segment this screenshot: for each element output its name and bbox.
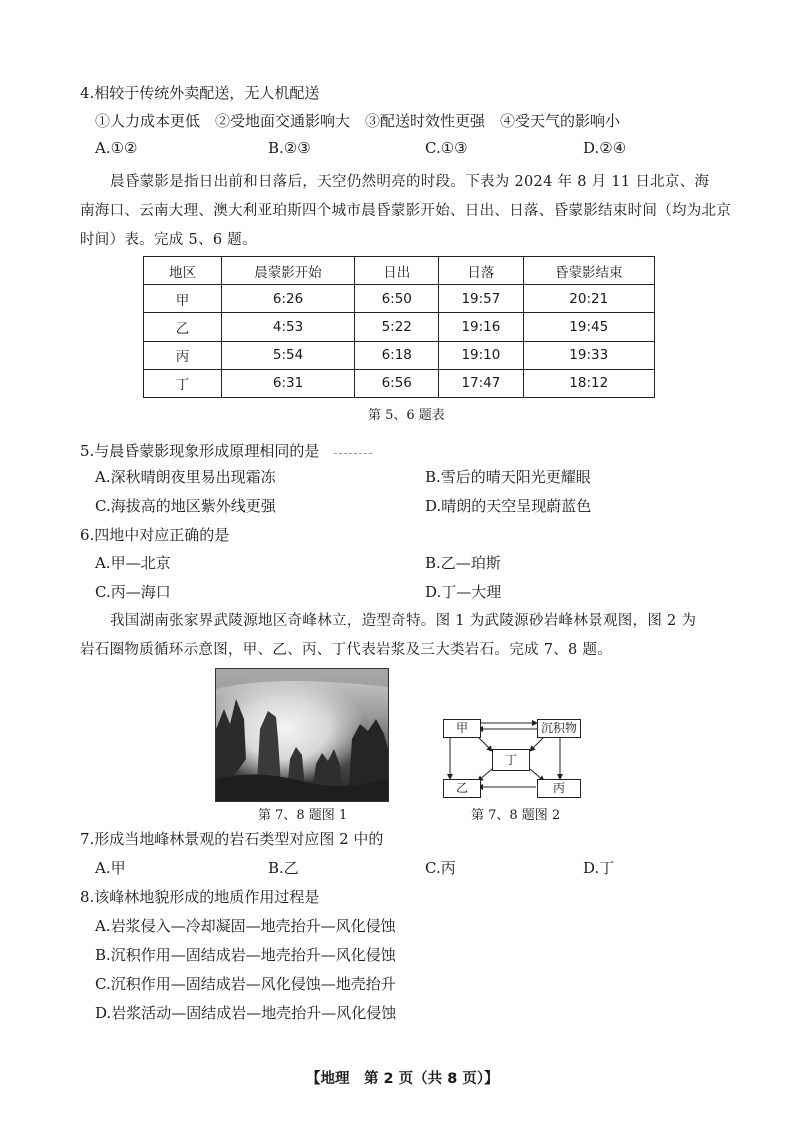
table-cell: 6:56: [355, 369, 439, 397]
table-header-cell: 晨蒙影开始: [221, 257, 354, 285]
answer-blank: [334, 453, 372, 454]
node-bing: 丙: [537, 779, 581, 798]
table-cell: 6:26: [221, 285, 354, 313]
q7-option-d: D.丁: [583, 859, 615, 877]
table-header-row: [144, 257, 655, 285]
table-cell: 17:47: [439, 369, 523, 397]
table-cell: 6:31: [221, 369, 354, 397]
q6-option-b: B.乙—珀斯: [425, 554, 501, 572]
table-cell: 4:53: [221, 313, 354, 341]
q7-option-b: B.乙: [268, 859, 299, 877]
table-cell: 19:33: [523, 341, 654, 369]
q8-option-d: D.岩浆活动—固结成岩—地壳抬升—风化侵蚀: [95, 1004, 397, 1022]
table-cell: 6:50: [355, 285, 439, 313]
figure2-caption: 第 7、8 题图 2: [471, 808, 561, 823]
table-cell: 丙: [144, 341, 222, 369]
table-cell: 5:22: [355, 313, 439, 341]
figure1-caption: 第 7、8 题图 1: [258, 808, 348, 823]
q5-option-a: A.深秋晴朗夜里易出现霜冻: [95, 468, 276, 486]
table-cell: 19:45: [523, 313, 654, 341]
table-cell: 丁: [144, 369, 222, 397]
intro-7-8-line1: 我国湖南张家界武陵源地区奇峰林立，造型奇特。图 1 为武陵源砂岩峰林景观图，图 2 为: [110, 613, 697, 629]
node-jia: 甲: [443, 719, 481, 738]
page-footer: 【地理 第 2 页（共 8 页）】: [306, 1071, 499, 1087]
table-cell: 19:16: [439, 313, 523, 341]
table-cell: 6:18: [355, 341, 439, 369]
q8-option-b: B.沉积作用—固结成岩—地壳抬升—风化侵蚀: [95, 946, 396, 964]
table-row: [144, 341, 655, 369]
table-cell: 20:21: [523, 285, 654, 313]
intro-5-6-line3: 时间）表。完成 5、6 题。: [80, 232, 257, 248]
q4-option-a: A.①②: [95, 139, 138, 157]
q4-statements: ①人力成本更低 ②受地面交通影响大 ③配送时效性更强 ④受天气的影响小: [95, 112, 621, 130]
q5-option-b: B.雪后的晴天阳光更耀眼: [425, 468, 591, 486]
q7-option-c: C.丙: [425, 859, 456, 877]
q5-stem: 5.与晨昏蒙影现象形成原理相同的是: [80, 442, 320, 460]
table-header-cell: 日落: [439, 257, 523, 285]
table-row: [144, 369, 655, 397]
q8-stem: 8.该峰林地貌形成的地质作用过程是: [80, 888, 320, 906]
q8-option-c: C.沉积作用—固结成岩—风化侵蚀—地壳抬升: [95, 975, 396, 993]
table-cell: 18:12: [523, 369, 654, 397]
sandstone-peak-photo: [215, 668, 389, 802]
q5-option-c: C.海拔高的地区紫外线更强: [95, 497, 276, 515]
table-header-cell: 日出: [355, 257, 439, 285]
table-caption: 第 5、6 题表: [368, 408, 445, 423]
q4-option-d: D.②④: [583, 139, 627, 157]
q6-option-d: D.丁—大理: [425, 583, 502, 601]
q6-stem: 6.四地中对应正确的是: [80, 526, 230, 544]
q4-option-b: B.②③: [268, 139, 311, 157]
intro-5-6-line1: 晨昏蒙影是指日出前和日落后，天空仍然明亮的时段。下表为 2024 年 8 月 11 日北京、海: [110, 174, 710, 190]
q5-option-d: D.晴朗的天空呈现蔚蓝色: [425, 497, 592, 515]
table-header-cell: 昏蒙影结束: [523, 257, 654, 285]
q4-stem: 4.相较于传统外卖配送，无人机配送: [80, 84, 320, 102]
q8-option-a: A.岩浆侵入—冷却凝固—地壳抬升—风化侵蚀: [95, 917, 396, 935]
table-row: [144, 285, 655, 313]
table-cell: 甲: [144, 285, 222, 313]
table-cell: 19:10: [439, 341, 523, 369]
node-ding: 丁: [492, 749, 530, 771]
node-sediment: 沉积物: [537, 719, 581, 738]
twilight-table: [143, 256, 655, 398]
table-row: [144, 313, 655, 341]
intro-7-8-line2: 岩石圈物质循环示意图，甲、乙、丙、丁代表岩浆及三大类岩石。完成 7、8 题。: [80, 642, 613, 658]
q7-stem: 7.形成当地峰林景观的岩石类型对应图 2 中的: [80, 830, 384, 848]
q4-option-c: C.①③: [425, 139, 468, 157]
node-yi: 乙: [443, 779, 481, 798]
table-header-cell: 地区: [144, 257, 222, 285]
table-cell: 5:54: [221, 341, 354, 369]
q6-option-a: A.甲—北京: [95, 554, 171, 572]
intro-5-6-line2: 南海口、云南大理、澳大利亚珀斯四个城市晨昏蒙影开始、日出、日落、昏蒙影结束时间（均为北京: [80, 203, 732, 219]
table-cell: 乙: [144, 313, 222, 341]
q6-option-c: C.丙—海口: [95, 583, 171, 601]
table-cell: 19:57: [439, 285, 523, 313]
q7-option-a: A.甲: [95, 859, 126, 877]
